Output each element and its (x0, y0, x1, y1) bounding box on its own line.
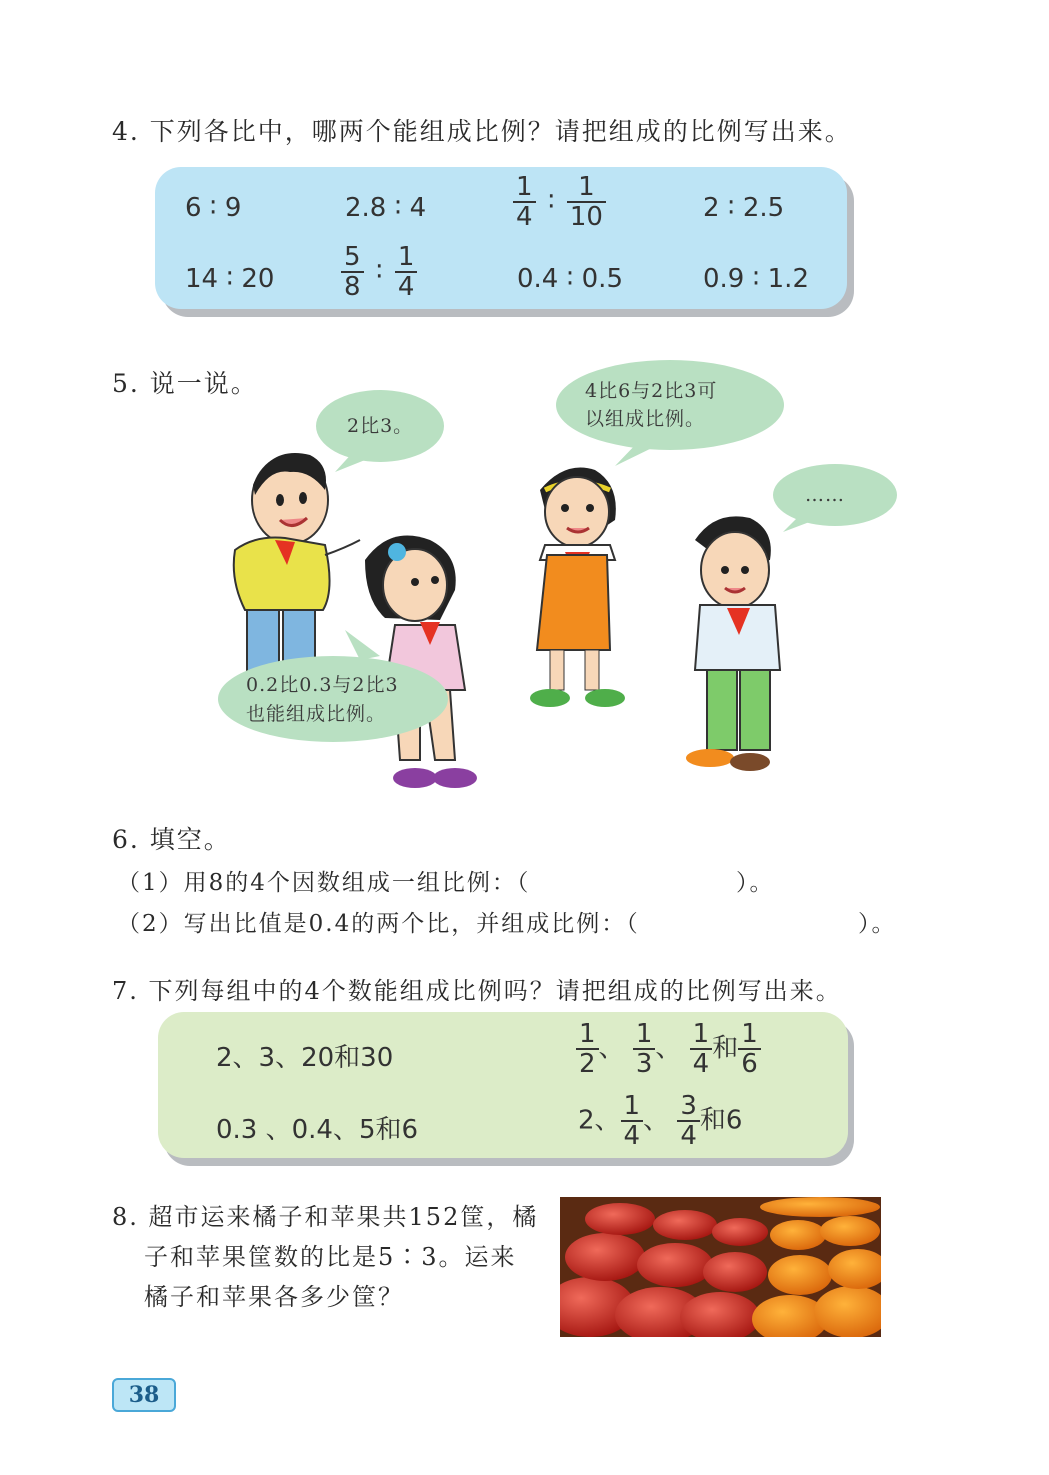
q4-ratio-box (155, 167, 847, 309)
q8-line1: 8. 超市运来橘子和苹果共152筐，橘 (112, 1203, 539, 1231)
bubble-boy1-text: 2比3。 (347, 415, 414, 437)
bubble-girl2-line1: 4比6与2比3可 (585, 380, 718, 402)
fraction: $\frac{1}{10}$ (567, 173, 606, 231)
fraction: $\frac{1}{3}$ (633, 1020, 656, 1078)
group-decimals: 0.3 、0.4、5和6 (216, 1115, 419, 1145)
q6-item1-label: （1）用8的4个因数组成一组比例：（ (117, 870, 531, 896)
ratio-2-2.5: 2 ∶ 2.5 (703, 193, 785, 223)
q6-item2-label: （2）写出比值是0.4的两个比，并组成比例：（ (117, 911, 640, 937)
fraction: $\frac{3}{4}$ (677, 1092, 700, 1150)
bubble-girl1-line1: 0.2比0.3与2比3 (246, 674, 399, 696)
ratio-6-9: 6 ∶ 9 (185, 193, 242, 223)
q8-line3: 橘子和苹果各多少筐？ (144, 1283, 404, 1311)
q4-prompt: 4. 下列各比中，哪两个能组成比例？请把组成的比例写出来。 (112, 117, 852, 146)
fraction: $\frac{1}{4}$ (621, 1092, 644, 1150)
ratio-5eighths-quarter: $\frac{5}{8}$ ∶ $\frac{1}{4}$ (341, 243, 417, 301)
group-mixed: 2、 $\frac{1}{4}$ 、 $\frac{3}{4}$ 和6 (578, 1091, 743, 1151)
fraction: $\frac{1}{4}$ (690, 1020, 713, 1078)
bubble-boy2-text: …… (805, 484, 845, 506)
bubble-girl1-line2: 也能组成比例。 (246, 703, 387, 725)
q8-line2: 子和苹果筐数的比是5∶3。运来 (144, 1243, 517, 1271)
fraction: $\frac{1}{6}$ (738, 1020, 761, 1078)
group-fractions: $\frac{1}{2}$ 、 $\frac{1}{3}$ 、 $\frac{1}{4}$ 和 $\frac{1}{6}$ (576, 1020, 761, 1078)
q5-prompt: 5. 说一说。 (112, 369, 258, 398)
ratio-0.4-0.5: 0.4 ∶ 0.5 (517, 264, 623, 294)
q6-item2-close: ）。 (858, 911, 897, 937)
page-number: 38 (112, 1378, 176, 1412)
ratio-2.8-4: 2.8 ∶ 4 (345, 193, 427, 223)
boy-green-pants (686, 516, 780, 771)
q7-prompt: 7. 下列每组中的4个数能组成比例吗？请把组成的比例写出来。 (112, 977, 842, 1005)
ratio-quarter-tenth: $\frac{1}{4}$ ∶ $\frac{1}{10}$ (513, 173, 606, 231)
q6-item1-close: ）。 (736, 870, 775, 896)
q7-number-box (158, 1012, 848, 1158)
q6-prompt: 6. 填空。 (112, 825, 231, 854)
ratio-0.9-1.2: 0.9 ∶ 1.2 (703, 264, 809, 294)
ratio-14-20: 14 ∶ 20 (185, 264, 275, 294)
fraction: $\frac{5}{8}$ (341, 243, 364, 301)
fruit-baskets-photo (560, 1197, 881, 1337)
girl-orange-dress (530, 468, 625, 708)
fraction: $\frac{1}{4}$ (395, 243, 418, 301)
bubble-girl2-line2: 以组成比例。 (585, 408, 706, 430)
speech-bubble-girl1 (218, 656, 448, 742)
fraction: $\frac{1}{2}$ (576, 1020, 599, 1078)
fraction: $\frac{1}{4}$ (513, 173, 536, 231)
group-2-3-20-30: 2、3、20和30 (216, 1043, 394, 1073)
